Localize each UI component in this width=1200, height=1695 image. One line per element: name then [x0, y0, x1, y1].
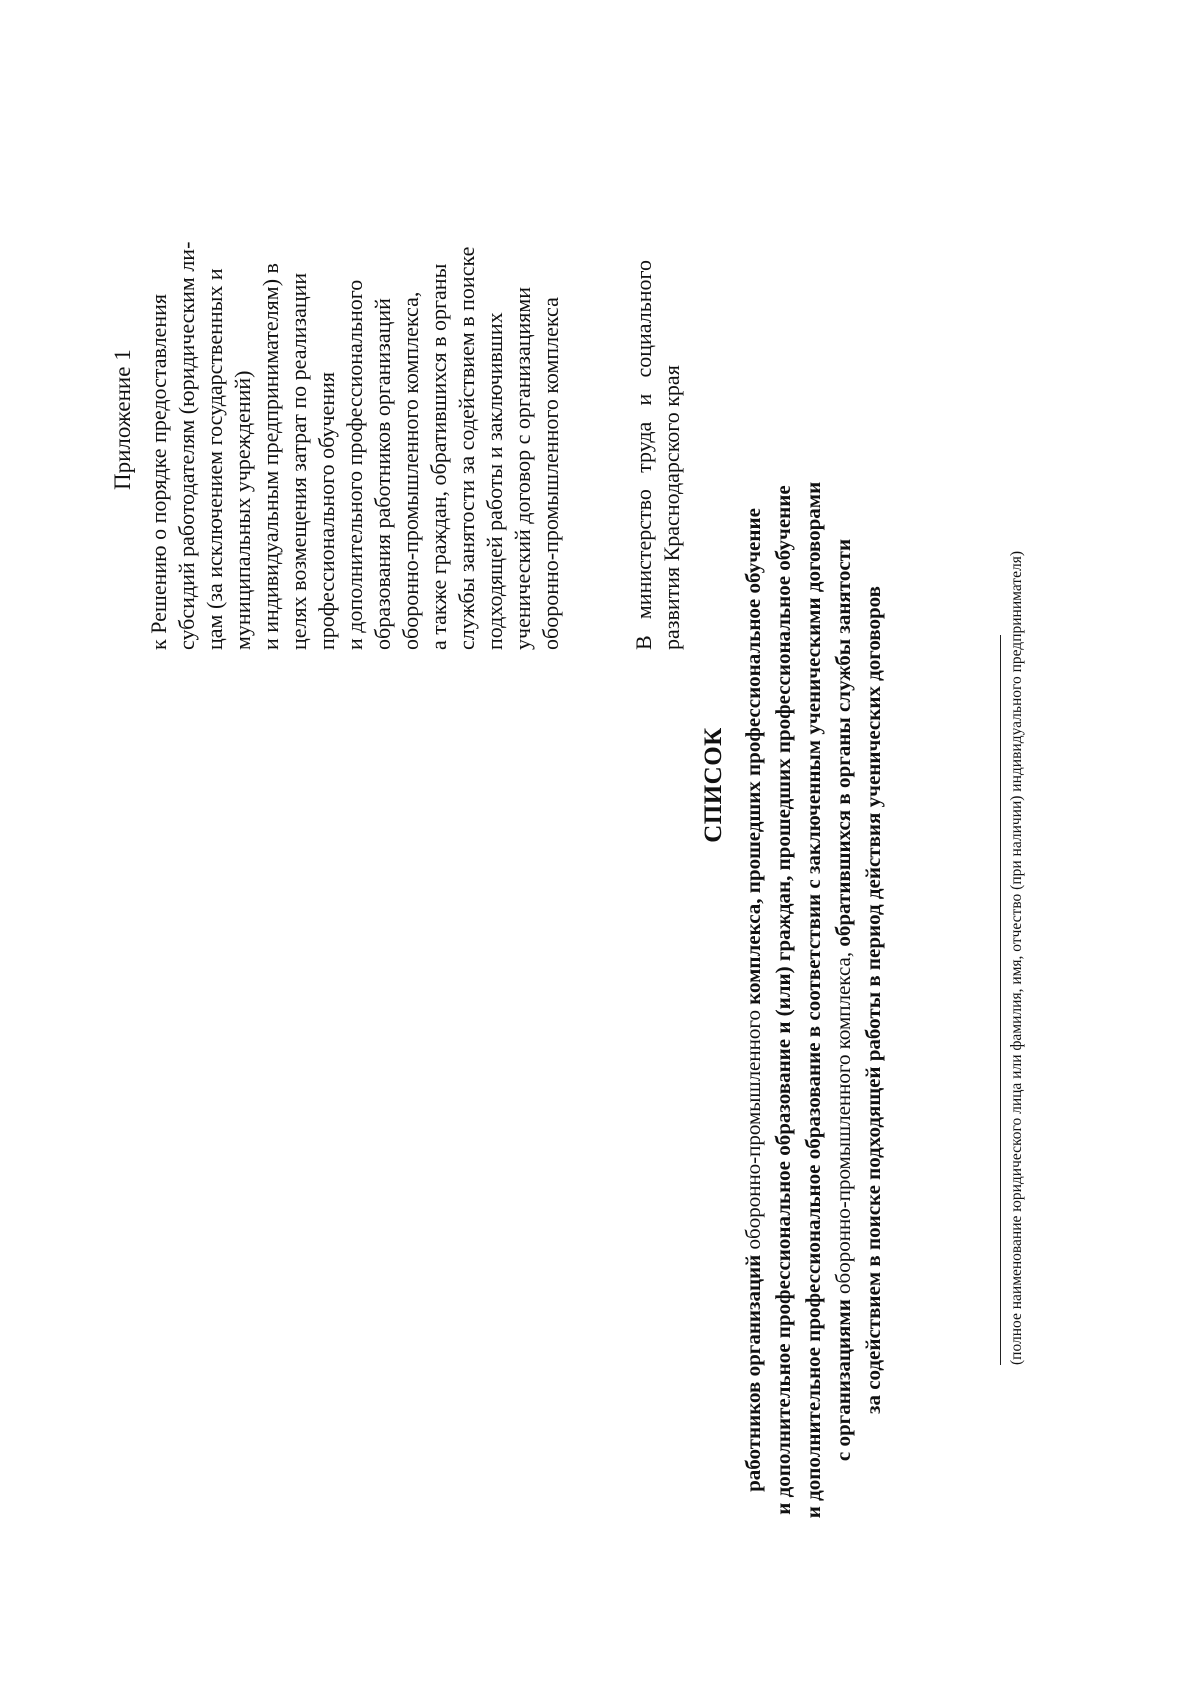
subtitle-line: [738, 440, 768, 1560]
signature-line: [1000, 635, 1001, 1365]
subtitle-segment: обратившихся в органы службы занятости: [831, 538, 855, 947]
subtitle-line: [858, 440, 888, 1560]
list-title: СПИСОК: [700, 727, 727, 843]
annex-line: муниципальных учреждений): [230, 370, 255, 650]
annex-body: [145, 241, 565, 650]
subtitle-segment: комплекса, прошедших профессиональное обучение: [741, 508, 765, 1005]
addressee-word: министерство: [631, 489, 656, 620]
annex-line: подходящей работы и заключивших: [482, 312, 507, 650]
subtitle-line: [828, 440, 858, 1560]
subtitle-line: [798, 440, 828, 1560]
annex-line: к Решению о порядке предоставления: [146, 294, 171, 650]
annex-line: ученический договор с организациями: [510, 286, 535, 650]
addressee-word: труда: [631, 421, 656, 473]
annex-line: оборонно-промышленного комплекса: [538, 297, 563, 650]
subtitle-segment: и дополнительное профессиональное образование в соответствии с заключенным ученическими договорами: [801, 481, 825, 1519]
line-caption: (полное наименование юридического лица или фамилия, имя, отчество (при наличии) индивидуального предпринимателя): [1008, 551, 1025, 1365]
annex-line: субсидий работодателям (юридическим ли-: [174, 241, 199, 650]
subtitle-line: [768, 440, 798, 1560]
addressee-word: и: [631, 393, 656, 406]
annex-line: цам (за исключением государственных и: [202, 268, 227, 650]
subtitle-segment: оборонно-промышленного: [741, 1004, 765, 1255]
addressee-line-2: развития Краснодарского края: [659, 365, 684, 650]
addressee-block: [630, 260, 686, 650]
annex-line: а также граждан, обратившихся в органы: [426, 263, 451, 650]
annex-line: и дополнительного профессионального: [342, 279, 367, 650]
subtitle-segment: и дополнительное профессиональное образование и (или) граждан, прошедших профессиональное обучение: [771, 485, 795, 1515]
annex-heading: Приложение 1: [110, 349, 135, 490]
addressee-word: социального: [631, 260, 656, 378]
addressee-line-1: [630, 260, 658, 650]
subtitle-segment: оборонно-промышленного комплекса,: [831, 946, 855, 1300]
subtitle-segment: работников организаций: [741, 1254, 765, 1492]
annex-line: и индивидуальным предпринимателям) в: [258, 263, 283, 650]
list-subtitle: [738, 440, 888, 1560]
annex-line: профессионального обучения: [314, 372, 339, 650]
annex-line: образования работников организаций: [370, 298, 395, 650]
subtitle-segment: за содействием в поиске подходящей работы в период действия ученических договоров: [861, 586, 885, 1414]
annex-line: оборонно-промышленного комплекса,: [398, 291, 423, 650]
annex-line: целях возмещения затрат по реализации: [286, 272, 311, 650]
annex-line: службы занятости за содействием в поиске: [454, 246, 479, 650]
addressee-word: В: [631, 635, 656, 650]
subtitle-segment: с организациями: [831, 1299, 855, 1462]
